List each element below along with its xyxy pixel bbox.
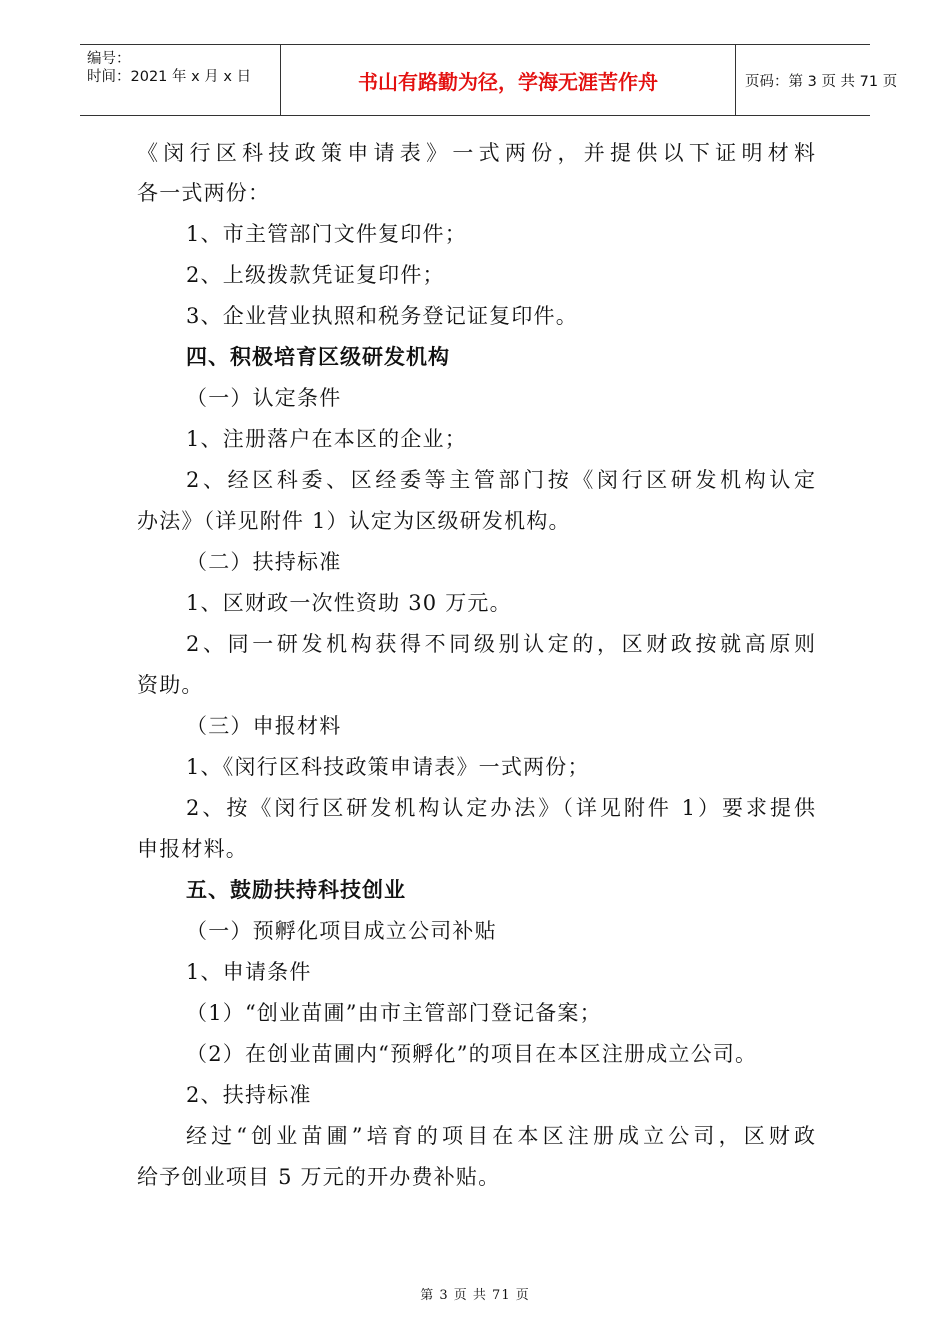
subsection-heading: （一）预孵化项目成立公司补贴: [186, 919, 497, 943]
paragraph-line: 各一式两份：: [137, 181, 271, 205]
header-motto: 书山有路勤为径，学海无涯苦作舟: [281, 45, 736, 115]
list-item: （1）“创业苗圃”由市主管部门登记备案；: [186, 1001, 602, 1025]
header-page-info: 页码：第 3 页 共 71 页: [745, 73, 898, 90]
header-meta-cell: [80, 45, 281, 115]
list-item: 1、市主管部门文件复印件；: [186, 222, 467, 246]
paragraph-line: 办法》（详见附件 1）认定为区级研发机构。: [137, 509, 571, 533]
list-item: 1、申请条件: [186, 960, 312, 984]
subsection-heading: （一）认定条件: [186, 386, 342, 410]
page-footer: 第 3 页 共 71 页: [420, 1288, 530, 1303]
document-number-label: 编号：: [87, 51, 131, 67]
list-item: 2、同一研发机构获得不同级别认定的，区财政按就高原则: [186, 632, 815, 656]
list-item: （2）在创业苗圃内“预孵化”的项目在本区注册成立公司。: [186, 1042, 758, 1066]
document-header: [80, 44, 898, 116]
paragraph-line: 给予创业项目 5 万元的开办费补贴。: [137, 1165, 501, 1189]
list-item: 2、扶持标准: [186, 1083, 312, 1107]
document-time-label: 时间：2021 年 x 月 x 日: [87, 69, 252, 85]
list-item: 1、注册落户在本区的企业；: [186, 427, 467, 451]
paragraph-line: 《闵行区科技政策申请表》一式两份，并提供以下证明材料: [137, 141, 815, 165]
list-item: 1、《闵行区科技政策申请表》一式两份；: [186, 755, 590, 779]
list-item: 3、企业营业执照和税务登记证复印件。: [186, 304, 578, 328]
paragraph-line: 资助。: [137, 673, 204, 697]
list-item: 2、经区科委、区经委等主管部门按《闵行区研发机构认定: [186, 468, 815, 492]
subsection-heading: （三）申报材料: [186, 714, 342, 738]
paragraph-line: 经过“创业苗圃”培育的项目在本区注册成立公司，区财政: [186, 1124, 815, 1148]
list-item: 2、上级拨款凭证复印件；: [186, 263, 445, 287]
section-heading: 五、鼓励扶持科技创业: [186, 878, 406, 902]
paragraph-line: 申报材料。: [137, 837, 248, 861]
list-item: 1、区财政一次性资助 30 万元。: [186, 591, 512, 615]
subsection-heading: （二）扶持标准: [186, 550, 342, 574]
section-heading: 四、积极培育区级研发机构: [186, 345, 450, 369]
list-item: 2、按《闵行区研发机构认定办法》（详见附件 1）要求提供: [186, 796, 815, 820]
